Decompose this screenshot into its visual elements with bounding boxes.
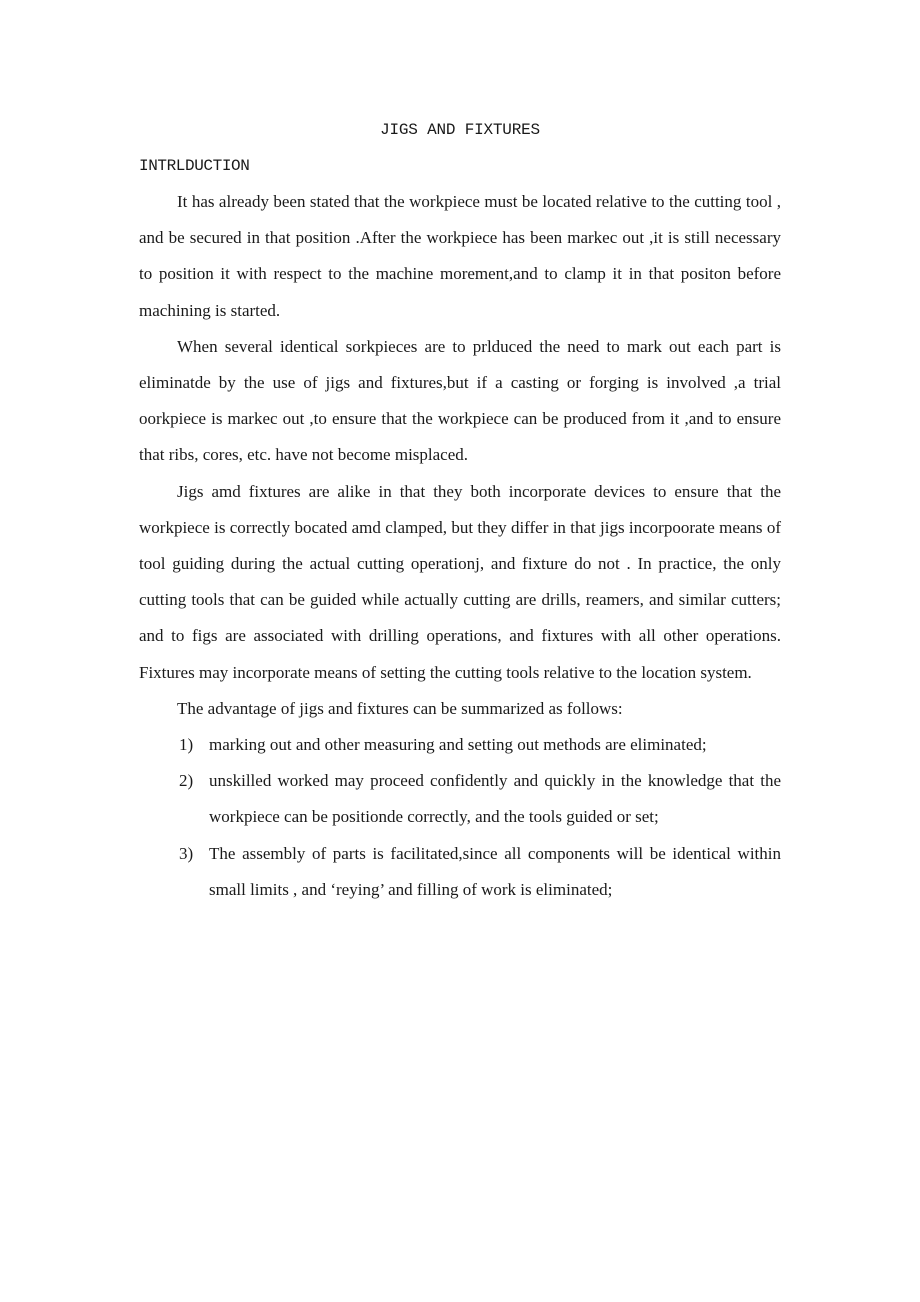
list-intro: The advantage of jigs and fixtures can be summarized as follows:	[177, 698, 623, 718]
list-item-number: 1)	[179, 735, 194, 755]
section-heading: INTRLDUCTION	[139, 157, 250, 175]
list-item	[179, 763, 781, 835]
list-item	[179, 836, 781, 908]
paragraph: When several identical sorkpieces are to prlduced the need to mark out each part is eliminatde by the use of jigs and fixtures,but if a casting or forging is involved ,a trial oorkpiece is markec out ,to ensure that the workpiece can be produced from it ,and to ensure that ribs, cores, etc. have not become misplaced.	[139, 336, 781, 465]
list-item-text: unskilled worked may proceed confidently and quickly in the knowledge that the workpiece can be positionde correctly, and the tools guided or set;	[209, 771, 781, 827]
document-body	[139, 184, 781, 908]
advantages-list	[139, 727, 781, 908]
document-title: JIGS AND FIXTURES	[380, 121, 540, 139]
list-item-number: 3)	[179, 843, 194, 863]
list-item-text: The assembly of parts is facilitated,since all components will be identical within small limits , and ‘reying’ and filling of work is eliminated;	[209, 843, 781, 899]
paragraph: It has already been stated that the workpiece must be located relative to the cutting tool , and be secured in that position .After the workpiece has been markec out ,it is still necessary to position it with respect to the machine morement,and to clamp it in that positon before machining is started.	[139, 192, 781, 320]
paragraph: Jigs amd fixtures are alike in that they both incorporate devices to ensure that the workpiece is correctly bocated amd clamped, but they differ in that jigs incorpoorate means of tool guiding during the actual cutting operationj, and fixture do not . In practice, the only cutting tools that can be guided while actually cutting are drills, reamers, and similar cutters; and to figs are associated with drilling operations, and fixtures with all other operations. Fixtures may incorporate means of setting the cutting tools relative to the location system.	[139, 481, 781, 682]
list-item-number: 2)	[179, 771, 194, 791]
list-item	[179, 727, 781, 763]
list-item-text: marking out and other measuring and setting out methods are eliminated;	[209, 735, 707, 755]
